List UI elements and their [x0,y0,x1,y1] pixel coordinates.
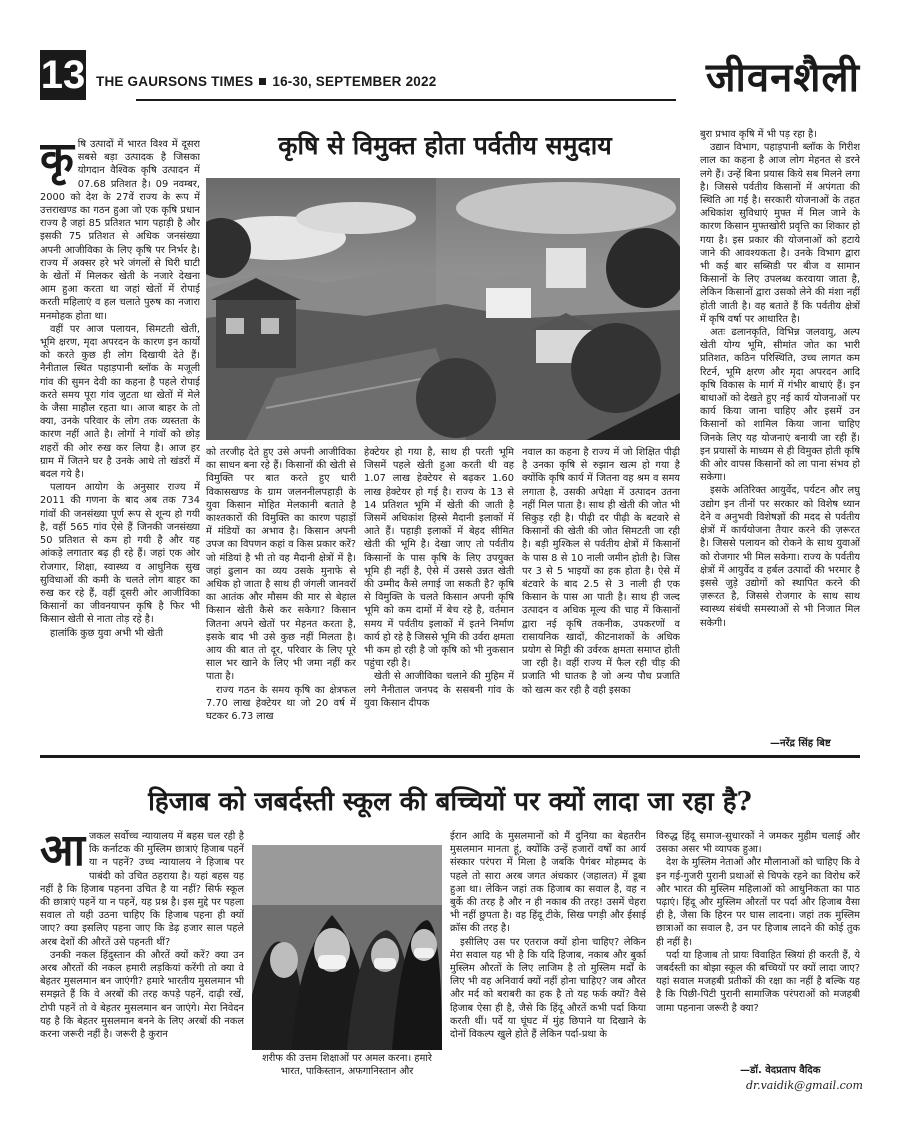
paragraph: देश के मुस्लिम नेताओं और मौलानाओं को चाहिए कि वे इन गई-गुजरी पुरानी प्रथाओं से चिपके रहने का विरोध करें और भारत की मुस्लिम महिलाओं को आधुनिकता का पाठ पढ़ाएं। हिंदू और मुस्लिम औरतों पर पर्दा और हिजाब वैसा ही है, जैसा कि हिरन पर घास लादना। जहां तक मुस्लिम छात्राओं का सवाल है, उन पर हिजाब लादने की कोई तुक ही नहीं है। [656,857,860,948]
mountain-village-photo [206,178,680,440]
dropcap: आ [40,830,85,876]
paragraph: खेती से आजीविका चलाने की मुहिम में लगे नैनीताल जनपद के ससबनी गांव के युवा किसान दीपक [364,671,514,709]
publication-name: THE GAURSONS TIMES [96,74,254,89]
paragraph: को तरजीह देते हुए उसे अपनी आजीविका का साधन बना रहे हैं। किसानों की खेती से विमुक्ति पर बात करते हुए धारी विकासखण्ड के ग्राम जलननीलपहाड़ी के युवा किसान मोहित मेलकानी बताते है काश्तकारों की विमुक्ति का कारण पहाड़ों में मंडियों का अभाव है। किसान अपनी उपज का विपणन कहां व किस प्रकार करें? जो मंडियां है भी तो वह मैदानी क्षेत्रों में है। जहां ढुलान का व्यय उसके मुनाफे से अधिक हो जाता है साथ ही जंगली जानवरों का आतंक और मौसम की मार से बेहाल किसान खेती कैसे कर सकेगा? किसान जितना अपने खेतों पर मेहनत करता है, इसके बाद भी उसे कुछ नहीं मिलता है। आय की बात तो दूर, परिवार के लिए पूरे साल भर खाने के लिए भी जमा नहीं कर पाता है। [206,447,356,683]
section-title: जीवनशैली [705,54,860,101]
paragraph: वहीं पर आज पलायन, सिमटती खेती, भूमि क्षरण, मृदा अपरदन के कारण इन कार्यों को करते कुछ ही लोग दिखायी देते हैं। नैनीताल स्थित पहाड़पानी ब्लॉक के मजूली गांव की सुमन देवी का कहना है पहले रोपाई करते समय पूरा गांव जुटता था खेतों में मेले के जैसा माहौल रहता था। आज बाहर के तो क्या, उनके परिवार के लोग तक व्यस्तता के कारण नहीं आते है। लोगों ने गांवों को छोड़ शहरों की ओर रुख कर लिया है। आज हर ग्राम में जितने घर है उनके आधे तो खंडरों में बदल गये है। [40,323,200,481]
paragraph: उद्यान विभाग, पहाड़पानी ब्लॉक के गिरीश लाल का कहना है आज लोग मेहनत से डरने लगे हैं। उन्हें बिना प्रयास किये सब मिलने लगा है। जिससे पर्वतीय किसानों में अपंगता की स्थिति आ गई है। सरकारी योजनाओं के तहत अधिकांश सुविधाएं मुफ्त में मिल जाने के कारण किसान मुफ्तखोरी प्रवृत्ति का शिकार हो गया है। इस प्रकार की योजनाओं को हटाये जाने की आवश्यकता है। उनके विभाग द्वारा भी कई बार सब्सिडी पर बीज व सामान किसानों के लिए उपलब्ध करवाया जाता है, लेकिन किसानों द्वारा उसको लेने की मंशा नहीं होती जाती है। वह बताते हैं कि पर्वतीय क्षेत्रों में कृषि वर्षा पर आधारित है। [700,142,860,325]
paragraph: अतः ढलानकृति, विभिन्न जलवायु, अल्प खेती योग्य भूमि, सीमांत जोत का भारी प्रतिशत, कठिन परिस्थिति, उच्च लागत कम रिटर्न, भूमि क्षरण और मृदा अपरदन आदि कृषि विकास के मार्ग में गंभीर बाधाएं हैं। इन बाधाओं को देखते हुए नई कार्य योजनाओं पर कार्य किया जाना चाहिए और इसमें उन किसानों को शामिल किया जाना चाहिए जिनके लिए यह योजनाएं बनायी जा रही हैं। इन प्रयासों के माध्यम से ही विमुक्त होती कृषि की ओर वापस किसानों को ला पाना संभव हो सकेगा। [700,327,860,484]
article2-byline: —डॉ. वेदप्रताप वैदिक [740,1065,821,1076]
issue-dates: 16-30, SEPTEMBER 2022 [272,74,437,89]
paragraph: हेक्टेयर हो गया है, साथ ही परती भूमि जिसमें पहले खेती हुआ करती थी वह 1.07 लाख हेक्टेयर से बढ़कर 1.60 लाख हेक्टेयर हो गई है। राज्य के 13 से 14 प्रतिशत भूमि में खेती की जाती है जिसमें अधिकांश हिस्से मैदानी इलाकों में आते हैं। पहाड़ी इलाकों में बेहद सीमित खेती की भूमि है। देखा जाए तो पर्वतीय किसानों के पास कृषि के लिए उपयुक्त भूमि ही नहीं है, ऐसे में उससे उन्नत खेती की उम्मीद कैसे लगाई जा सकती है? कृषि से विमुक्ति के चलते किसान अपनी कृषि भूमि को कम दामों में बेच रहे है, वर्तमान समय में पर्वतीय इलाकों में इतने निर्माण कार्य हो रहे है जिससे भूमि की उर्वरा क्षमता भी कम हो रही है जो कृषि को भी नुकसान पहुंचा रही है। [364,447,514,670]
author-email[interactable]: dr.vaidik@gmail.com [746,1079,863,1092]
page-number: 13 [40,50,86,100]
paragraph: हालांकि कुछ युवा अभी भी खेती [50,627,164,639]
paragraph: षि उत्पादों में भारत विश्व में दूसरा सबसे बड़ा उत्पादक है जिसका योगदान वैश्विक कृषि उत्पादन में 07.68 प्रतिशत है। 09 नवम्बर, 2000 को देश के 27वें राज्य के रूप में उत्तराखण्ड का गठन हुआ जो एक कृषि प्रधान राज्य है जहां 85 प्रतिशत भाग पहाड़ी है और इसकी 75 प्रतिशत से अधिक जनसंख्या अपनी आजीविका के लिए कृषि पर निर्भर है। राज्य में अक्सर हरे भरे जंगलों से घिरी घाटी के खेतों में मिलकर खेती के नजारे देखना आम हुआ करता था जहां खेतों में रोपाई करती महिलाएं व हल चलाते पुरुष का नजारा मनमोहक होता था। [40,139,200,322]
paragraph: इसीलिए उस पर एतराज क्यों होना चाहिए? लेकिन मेरा सवाल यह भी है कि यदि हिजाब, नकाब और बुर्का मुस्लिम औरतों के लिए लाजिम है तो मुस्लिम मर्दों के लिए भी वह अनिवार्य क्यों नहीं होना चाहिए? जब औरत और मर्द को बराबरी का हक है तो यह फर्क क्यों? वैसे हिजाब ऐसा ही है, जैसे कि हिंदू औरतें कभी पर्दा किया करती थीं। पर्दे या घूंघट में मुंह छिपाने या दिखाने के दोनों विकल्प खुले होते हैं लेकिन पर्दा-प्रथा के [450,936,646,1041]
paragraph: विरुद्ध हिंदू समाज-सुधारकों ने जमकर मुहीम चलाई और उसका असर भी व्यापक हुआ। [656,831,860,856]
article2-column-2 [450,830,646,1095]
article1-column-5 [700,128,860,718]
paragraph: राज्य गठन के समय कृषि का क्षेत्रफल 7.70 लाख हेक्टेयर था जो 20 वर्ष में घटकर 6.73 लाख [206,684,356,723]
article1-headline: कृषि से विमुक्त होता पर्वतीय समुदाय [278,131,612,160]
paragraph: पर्दा या हिजाब तो प्रायः विवाहित स्त्रियां ही करती हैं, ये जबर्दस्ती का बोझा स्कूल की बच्चियों पर क्यों लादा जाए? यहां सवाल मजहबी प्रतीकों की रक्षा का नहीं है बल्कि यह है कि पिछी-पिटी पुरानी सामाजिक परंपराओं को मजहबी जामा पहनाना जरूरी है क्या? [656,949,860,1014]
article1-column-3 [364,446,514,750]
article1-column-4 [522,446,680,750]
dropcap: कृ [40,138,74,184]
paragraph: बुरा प्रभाव कृषि में भी पड़ रहा है। [700,129,817,140]
paragraph: जकल सर्वोच्च न्यायालय में बहस चल रही है कि कर्नाटक की मुस्लिम छात्राएं हिजाब पहनें या न पहनें? उच्च न्यायालय ने हिजाब पर पाबंदी को उचित ठहराया है। यहां बहस यह नहीं है कि हिजाब पहनना उचित है या नहीं? सिर्फ स्कूल की छात्राएं पहनें या न पहनें, यह प्रश्न है। इस मुद्दे पर पहला सवाल तो यही उठना चाहिए कि हिजाब पहना ही क्यों जाए? क्या इसलिए पहना जाए कि डेढ़ हजार साल पहले अरब देशों की औरतें उसे पहनती थीं? [40,831,244,948]
header-rule [136,99,676,101]
students-in-hijab-photo [252,845,442,1050]
article-divider [40,755,860,758]
article2-column-1 [40,830,244,1092]
article2-column-3 [656,830,860,1054]
masthead [96,74,436,89]
photo-caption: शरीफ की उत्तम शिक्षाओं पर अमल करना। हमारे भारत, पाकिस्तान, अफगानिस्तान और [262,1053,432,1077]
article1-column-2 [206,446,356,750]
paragraph: ईरान आदि के मुसलमानों को मैं दुनिया का बेहतरीन मुसलमान मानता हूं, क्योंकि उन्हें हजारों वर्षों का आर्य संस्कार परंपरा में मिला है जबकि पैगंबर मोहम्मद के पहले तो सारा अरब जगत अंधकार (जहालत) में डूबा हुआ था। लेकिन जहां तक हिजाब का सवाल है, वह न बुर्के की तरह है और न ही नकाब की तरह! उसमें चेहरा भी नहीं छुपता है। वह हिंदू टीके, सिख पगड़ी और ईसाई क्रॉस की तरह है। [450,831,646,935]
paragraph: उनकी नकल हिंदुस्तान की औरतें क्यों करें? क्या उन अरब औरतों की नकल हमारी लड़कियां करेंगी तो क्या वे बेहतर मुसलमान बन जाएंगी? हमारे भारतीय मुसलमान भी समझते हैं कि वे अरबों की तरह कपड़े पहनें, दाढ़ी रखें, टोपी पहनें तो वे बेहतर मुसलमान बन जाएंगे। मेरा निवेदन यह है कि बेहतर मुसलमान बनने के लिए अरबों की नकल करना जरूरी नहीं है। जरूरी है कुरान [40,949,244,1041]
article1-byline: —नरेंद्र सिंह बिष्ट [770,738,831,749]
paragraph: पलायन आयोग के अनुसार राज्य में 2011 की गणना के बाद अब तक 734 गांवों की जनसंख्या पूर्ण रूप से शून्य हो गयी है, वहीं 565 गांव ऐसे हैं जिनकी जनसंख्या 50 प्रतिशत से कम हो गयी है और यह आंकड़े लगातार बढ़ ही रहे हैं। जहां एक ओर रोजगार, शिक्षा, स्वास्थ्य व आधुनिक सुख सुविधाओं की कमी के चलते लोग बाहर का रुख कर रहे हैं, वहीं दूसरी ओर आजीविका किसानों का जीवनयापन कृषि है फिर भी किसान खेती से नाता तोड़ रहे है। [40,482,200,626]
article2-headline: हिजाब को जबर्दस्ती स्कूल की बच्चियों पर क्यों लादा जा रहा है? [148,787,752,817]
paragraph: नवाल का कहना है राज्य में जो शिक्षित पीढ़ी है उनका कृषि से रुझान खत्म हो गया है क्योंकि कृषि कार्य में जितना वह श्रम व समय लगाता है, उसकी अपेक्षा में उत्पादन उतना नहीं मिल पाता है। साथ ही खेती की जोत भी सिकुड़ रही है। पीढ़ी दर पीढ़ी के बटवारे से किसानों की खेती की जोत सिमटती जा रही है। बड़ी मुश्किल से पर्वतीय क्षेत्रों में किसानों के पास 8 से 10 नाली जमीन होती है। जिस पर 3 से 5 भाइयों का हक होता है। ऐसे में बंटवारे के बाद 2.5 से 3 नाली ही एक किसान के पास आ पाती है। साथ ही जल्द उत्पादन व अधिक मूल्य की चाह में किसानों द्वारा नई कृषि तकनीक, उपकरणों व रासायनिक खादों, कीटनाशकों के अधिक प्रयोग से मिट्टी की उर्वरक क्षमता समाप्त होती जा रही है। वहीं राज्य में फैल रही चीड़ की प्रजाति भी घातक है जो अन्य पौध प्रजाति को खत्म कर रही है वही इसका [522,447,680,696]
page-header [40,44,860,104]
article1-column-1 [40,138,200,750]
separator-square-icon [259,78,266,85]
paragraph: इसके अतिरिक्त आयुर्वेद, पर्यटन और लघु उद्योग इन तीनों पर सरकार को विशेष ध्यान देने व अनुभवी विशेषज्ञों की मदद से पर्वतीय क्षेत्रों में कार्ययोजना तैयार करने की ज़रूरत है। जिससे पलायन को रोकने के साथ युवाओं को रोजगार भी मिल सकेगा। राज्य के पर्वतीय क्षेत्रों में आयुर्वेद व हर्बल उत्पादों की भरमार है इससे जुड़े उद्योगों को स्थापित करने की ज़रूरत है, जिससे रोजगार के साथ साथ स्वास्थ्य संबंधी समस्याओं से भी निजात मिल सकेगी। [700,485,860,629]
